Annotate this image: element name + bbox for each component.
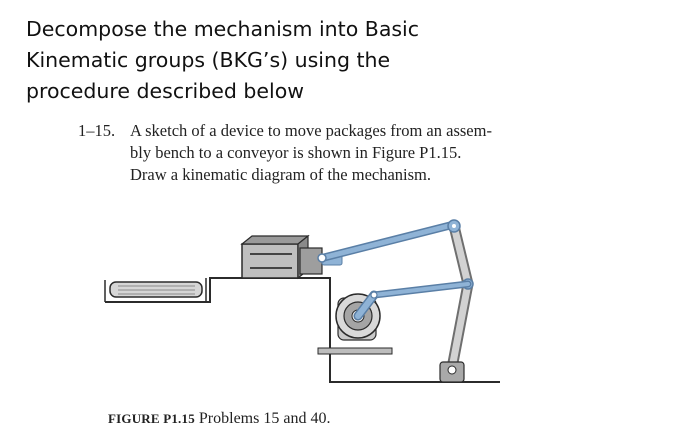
rocker-arm xyxy=(448,220,473,368)
figure-caption xyxy=(108,410,330,428)
heading-line-1: Decompose the mechanism into Basic xyxy=(26,17,420,41)
figure-caption-text: Problems 15 and 40. xyxy=(198,410,331,427)
conveyor xyxy=(105,278,206,302)
heading-line-3: procedure described below xyxy=(26,79,305,103)
figure-label: FIGURE P1.15 xyxy=(108,411,195,426)
mechanism-figure xyxy=(100,212,500,388)
problem-line-1: A sketch of a device to move packages from an assem- xyxy=(130,121,492,140)
problem-line-2: bly bench to a conveyor is shown in Figure P1.15. xyxy=(130,143,462,162)
problem-statement xyxy=(78,120,558,186)
problem-number: 1–15. xyxy=(78,121,116,140)
rocker-ground-pivot xyxy=(440,362,464,382)
package-box xyxy=(242,236,308,278)
problem-line-3: Draw a kinematic diagram of the mechanism. xyxy=(130,165,432,184)
question-heading xyxy=(26,14,466,107)
coupler-link xyxy=(318,225,452,262)
heading-line-2: Kinematic groups (BKG’s) using the xyxy=(26,48,391,72)
